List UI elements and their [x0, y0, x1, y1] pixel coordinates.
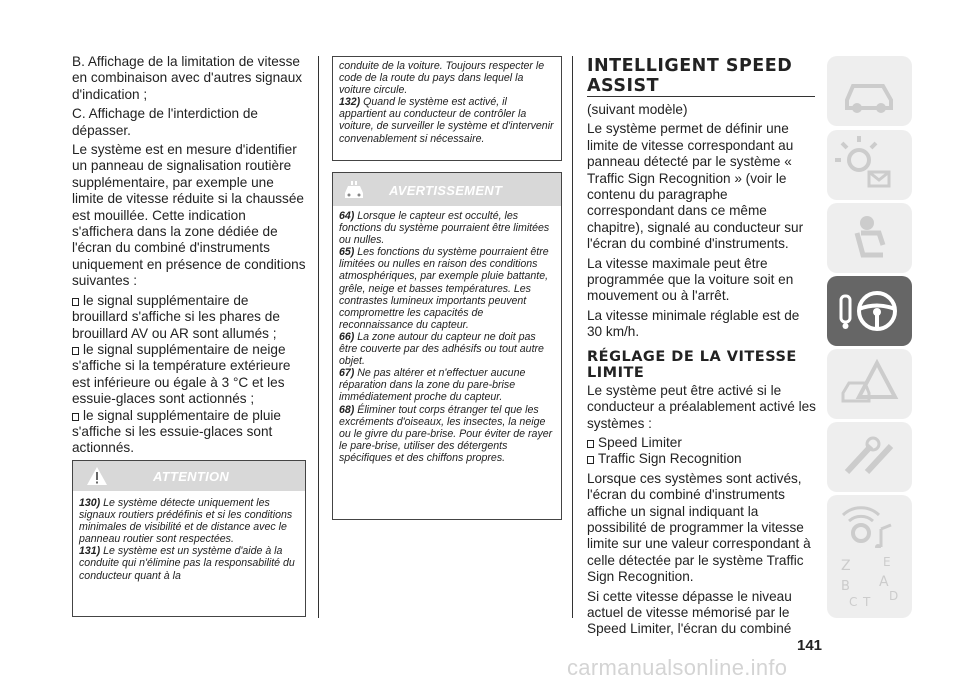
- warning-icon: [86, 466, 108, 486]
- chapter-tab-safety[interactable]: [827, 203, 912, 273]
- paragraph: La vitesse minimale réglable est de 30 km/h.: [587, 307, 800, 340]
- note: 64) Lorsque le capteur est occulté, les fonctions du système pourraient être limitées ou nulles.: [339, 210, 550, 247]
- note: 132) Quand le système est activé, il appartient au conducteur de contrôler la voiture, de surveiller le système et d'intervenir convenablement si nécessaire.: [339, 96, 554, 145]
- chapter-tab-emergency[interactable]: [827, 349, 912, 419]
- paragraph: Le système permet de définir une limite de vitesse correspondant au panneau détecté par le système « Traffic Sign Recognition » (voir le contenu du paragraphe correspondant dans ce même chapitre), signalé au conducteur sur l'écran du combiné d'instruments.: [587, 121, 804, 252]
- chapter-tab-driving[interactable]: [827, 276, 912, 346]
- heading-line: ASSIST: [587, 76, 660, 96]
- heading-rule: [587, 96, 815, 97]
- note: 130) Le système détecte uniquement les signaux routiers prédéfinis et si les conditions minimales de visibilité et de distance avec le panneau routier sont respectées.: [79, 497, 293, 546]
- avertissement-box: [332, 172, 562, 520]
- list-item: le signal supplémentaire de pluie s'affiche si les essuie-glaces sont actionnés.: [72, 407, 281, 456]
- column-divider: [572, 56, 573, 618]
- attention-continuation-box: [332, 56, 562, 161]
- section-heading: [587, 56, 817, 96]
- index-letter: B: [841, 579, 850, 594]
- note: 66) La zone autour du capteur ne doit pas être couverte par des adhésifs ou tout autre objet.: [339, 330, 544, 368]
- index-letter: T: [863, 595, 871, 609]
- index-letters-icon: [827, 548, 912, 618]
- bullet-box-icon: [72, 413, 79, 421]
- paragraph: B. Affichage de la limitation de vitesse en combinaison avec d'autres signaux d'indication ;: [72, 54, 303, 102]
- subsection-heading: LIMITE: [587, 364, 645, 381]
- paragraph: Le système est en mesure d'identifier un panneau de signalisation routière supplémentaire, par exemple une limite de vitesse réduite si la chaussée est mouillée. Cette indication s'affichera dans la zone dédiée de l'écran du combiné d'instruments uniquement en présence de conditions suivantes :: [72, 142, 306, 289]
- bullet-box-icon: [72, 298, 79, 306]
- paragraph: Lorsque ces systèmes sont activés, l'écran du combiné d'instruments affiche un signal indiquant la possibilité de programmer la vitesse limite sur une valeur correspondant à celle détectée par le système Traffic Sign Recognition.: [587, 470, 811, 585]
- avertissement-header: [333, 173, 561, 206]
- paragraph: Si cette vitesse dépasse le niveau actuel de vitesse mémorisé par le Speed Limiter, l'écran du combiné: [587, 588, 792, 637]
- note: 68) Éliminer tout corps étranger tel que les excréments d'oiseaux, les insectes, la neige ou le givre du pare-brise. Pour éviter de rayer le pare-brise, utiliser des détergents spécifiques et des chiffons propres.: [339, 403, 553, 464]
- subsection-heading: RÉGLAGE DE LA VITESSE: [587, 348, 797, 365]
- warning-triangle-car-icon: [827, 349, 912, 419]
- car-icon: [827, 56, 912, 126]
- chapter-tab-dashboard[interactable]: [827, 130, 912, 200]
- index-letter: E: [883, 555, 891, 569]
- page-number: 141: [797, 637, 823, 654]
- bullet-box-icon: [587, 440, 594, 448]
- paragraph: C. Affichage de l'interdiction de dépasser.: [72, 106, 258, 138]
- avertissement-title: AVERTISSEMENT: [389, 183, 503, 198]
- chapter-tab-vehicle[interactable]: [827, 56, 912, 126]
- warning-lights-icon: [827, 130, 912, 200]
- list-item: le signal supplémentaire de neige s'affiche si la température extérieure est inférieure ou égale à 3 °C et les essuie-glaces sont actionnés ;: [72, 341, 291, 407]
- paragraph: (suivant modèle): [587, 102, 688, 117]
- note-continuation: conduite de la voiture. Toujours respecter le code de la route du pays dans lequel la voiture circule.: [339, 60, 545, 97]
- heading-line: INTELLIGENT SPEED: [587, 56, 793, 76]
- paragraph: Le système peut être activé si le conducteur a préalablement activé les systèmes :: [587, 382, 816, 431]
- note: 65) Les fonctions du système pourraient être limitées ou nulles en raison des conditions atmosphériques, par exemple pluie battante, grêle, neige et basses températures. Les contrastes lumineux importants peuvent compromettre les capacités de reconnaissance du capteur.: [339, 246, 549, 331]
- chapter-tab-maintenance[interactable]: [827, 422, 912, 492]
- list-item: le signal supplémentaire de brouillard s'affiche si les phares de brouillard AV ou AR sont allumés ;: [72, 292, 280, 341]
- index-letter: D: [889, 589, 899, 603]
- attention-header: [73, 461, 305, 491]
- index-letter: Z: [841, 558, 851, 574]
- tools-icon: [827, 422, 912, 492]
- column-divider: [318, 56, 319, 618]
- chapter-tab-index[interactable]: [827, 548, 912, 618]
- watermark: carmanualsonline.info: [567, 655, 788, 680]
- attention-title: ATTENTION: [153, 469, 230, 484]
- paragraph: La vitesse maximale peut être programmée que la voiture soit en mouvement ou à l'arrêt.: [587, 255, 794, 304]
- index-letter: A: [879, 574, 889, 590]
- list-item: Traffic Sign Recognition: [587, 451, 817, 467]
- note: 67) Ne pas altérer et n'effectuer aucune réparation dans la zone du pare-brise immédiatement proche du capteur.: [339, 367, 526, 404]
- seat-safety-icon: [827, 203, 912, 273]
- list-item: Speed Limiter: [587, 435, 817, 451]
- left-column: [72, 54, 307, 457]
- attention-box: [72, 460, 306, 617]
- car-warning-icon: [341, 179, 367, 201]
- index-letter: C: [849, 595, 858, 609]
- steering-wheel-key-icon: [827, 276, 912, 346]
- right-column: [587, 102, 817, 641]
- note: 131) Le système est un système d'aide à la conduite qui n'élimine pas la responsabilité du conducteur quant à la: [79, 545, 295, 582]
- bullet-box-icon: [72, 347, 79, 355]
- bullet-box-icon: [587, 456, 594, 464]
